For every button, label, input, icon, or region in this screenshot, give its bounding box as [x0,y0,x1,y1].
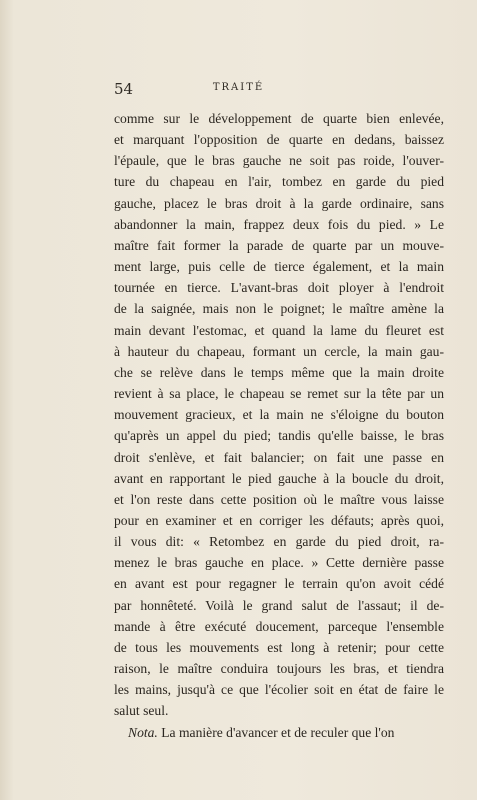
text-line: par honnêteté. Voilà le grand salut de l'assaut; il de- [114,597,444,613]
text-line: tournée en tierce. L'avant-bras doit ployer à l'endroit [114,280,444,296]
text-line: les mains, jusqu'à ce que l'écolier soit en état de faire le [114,682,444,698]
nota-text: La manière d'avancer et de reculer que l'on [157,724,395,740]
text-line: mande à être exécuté doucement, parceque l'ensemble [114,618,444,634]
text-line: maître fait former la parade de quarte par un mouve- [114,237,444,253]
text-line: droit s'enlève, et fait balancier; on fait une passe en [114,449,444,465]
body-text [114,108,444,743]
text-line: et l'on reste dans cette position où le maître vous laisse [114,491,444,507]
text-line: raison, le maître conduira toujours les bras, et tiendra [114,661,444,677]
text-line: l'épaule, que le bras gauche ne soit pas roide, l'ouver- [114,153,444,169]
text-line: il vous dit: « Retombez en garde du pied droit, ra- [114,534,444,550]
page-number: 54 [114,80,134,98]
text-line: ture du chapeau en l'air, tombez en garde du pied [114,174,444,190]
text-line: salut seul. [114,703,169,719]
text-line: mouvement gracieux, et la main ne s'éloigne du bouton [114,407,444,423]
text-line: main devant l'estomac, et quand la lame du fleuret est [114,322,444,338]
text-line: pour en examiner et en corriger les défauts; après quoi, [114,512,444,528]
text-line: abandonner la main, frappez deux fois du pied. » Le [114,216,444,232]
nota-label: Nota. [128,724,158,740]
text-line: gauche, placez le bras droit à la garde ordinaire, sans [114,195,444,211]
text-line: de tous les mouvements est long à retenir; pour cette [114,639,444,655]
text-line: comme sur le développement de quarte bien enlevée, [114,111,444,126]
text-line: che se relève dans le temps même que la main droite [114,364,444,380]
text-line: avant en rapportant le pied gauche à la boucle du droit, [114,470,444,486]
text-line: revient à sa place, le chapeau se remet sur la tête par un [114,386,444,402]
text-line: qu'après un appel du pied; tandis qu'elle baisse, le bras [114,428,444,444]
running-title: TRAITÉ [212,82,265,93]
text-line: de la saignée, mais non le poignet; le maître amène la [114,301,444,317]
text-line: à hauteur du chapeau, formant un cercle, la main gau- [114,343,444,359]
text-line: menez le bras gauche en place. » Cette dernière passe [114,555,444,571]
text-line: ment large, puis celle de tierce également, et la main [114,259,444,275]
text-line: et marquant l'opposition de quarte en dedans, baissez [114,132,444,148]
text-line: en avant est pour regagner le terrain qu'on avoit cédé [114,576,444,592]
nota-paragraph [114,722,444,743]
